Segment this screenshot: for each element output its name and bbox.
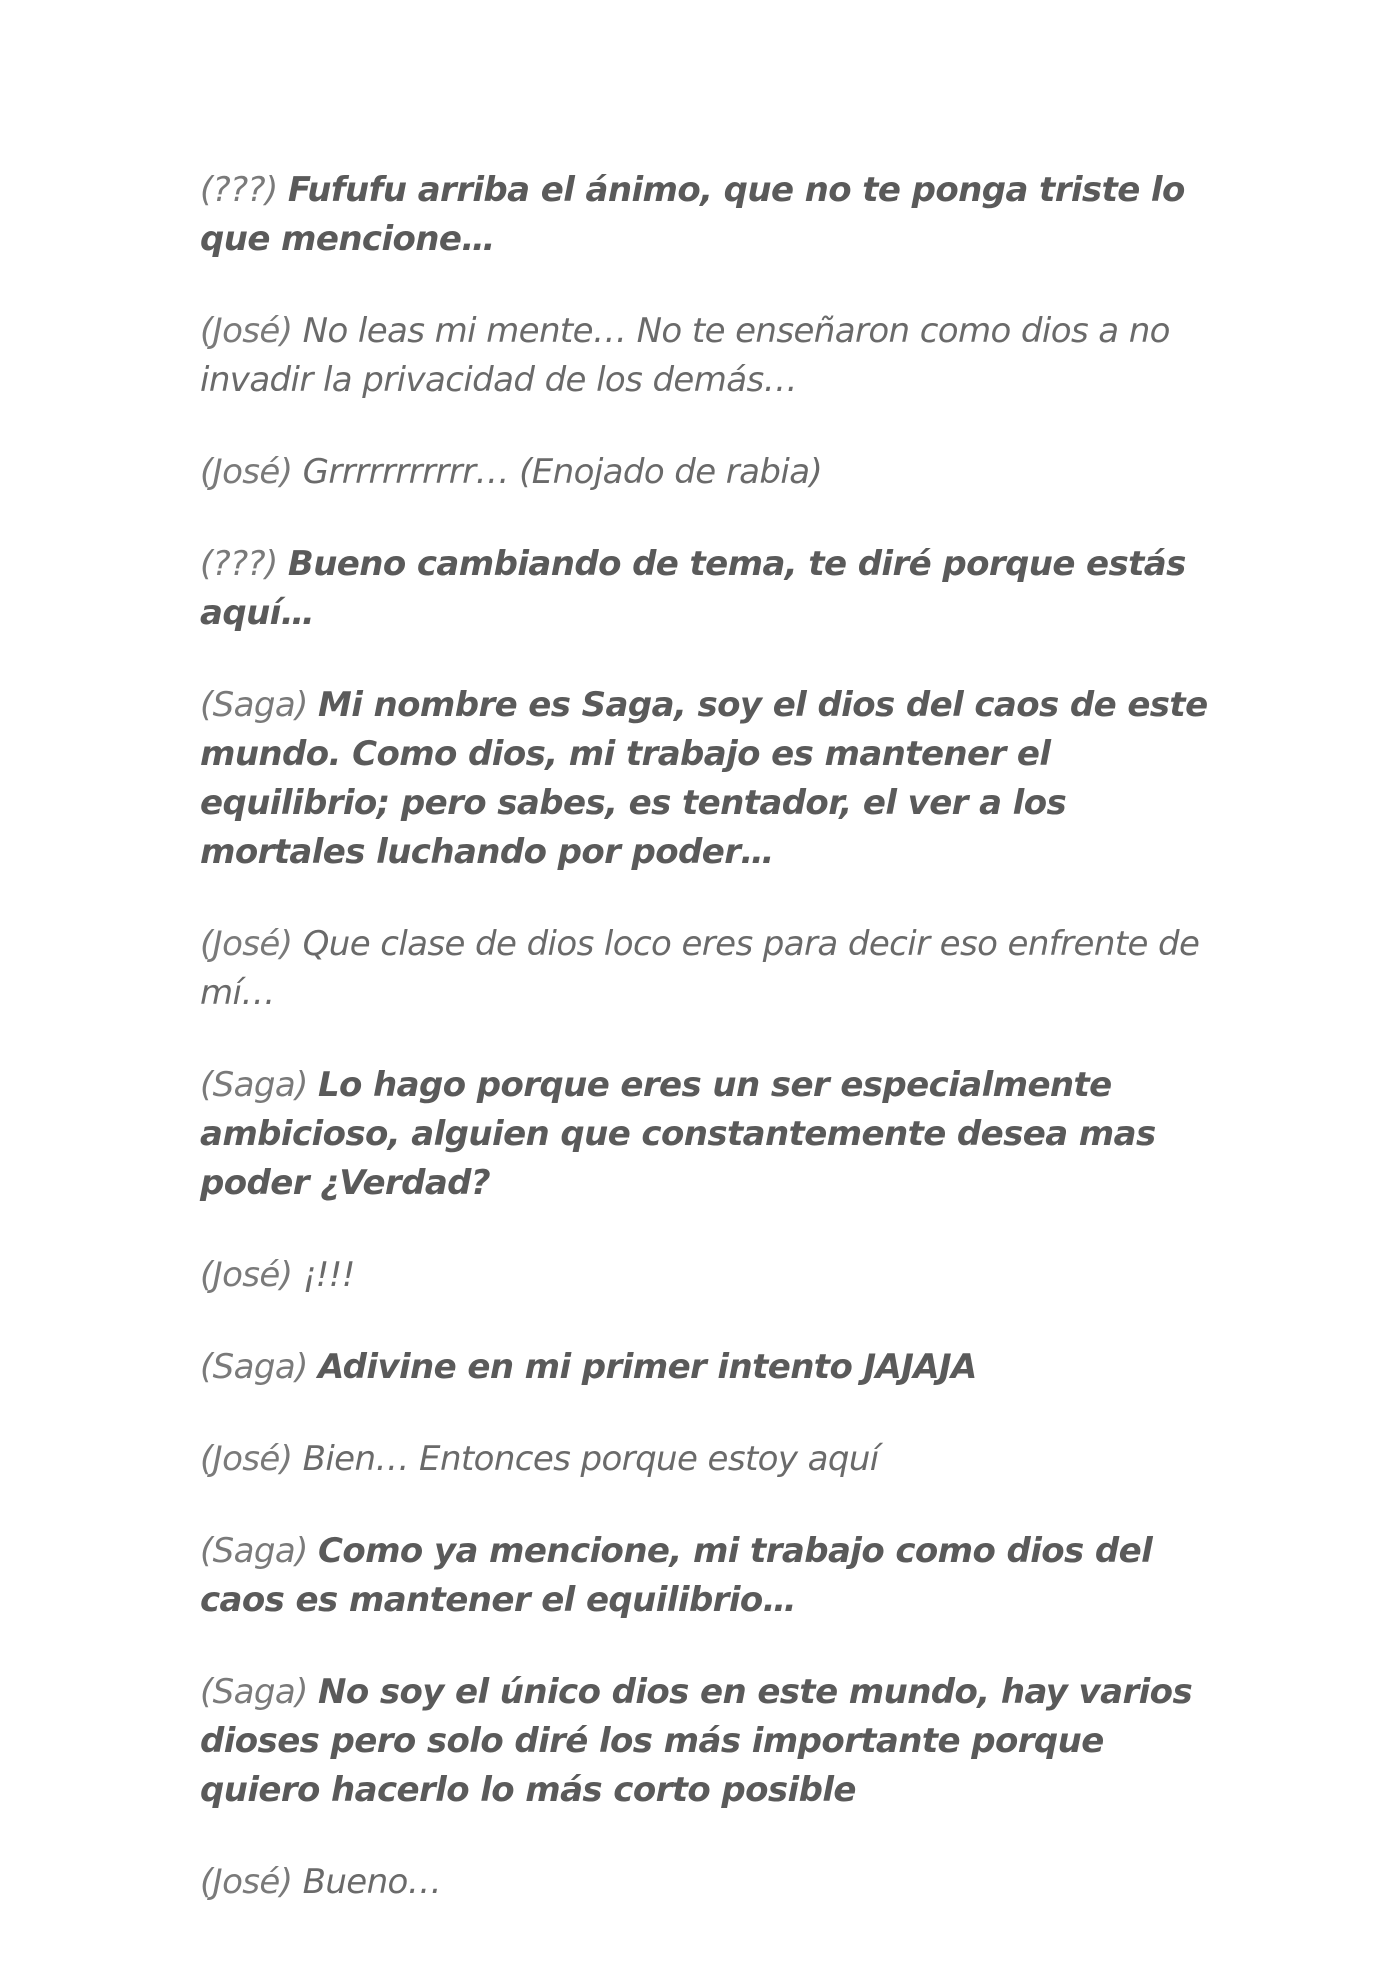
dialogue-paragraph-4: [200, 540, 1220, 638]
dialogue-paragraph-3: [200, 448, 1220, 497]
speaker-tag: (José): [200, 924, 293, 964]
speech-text: No leas mi mente… No te enseñaron como dios a no invadir la privacidad de los demás…: [200, 311, 1170, 400]
dialogue-paragraph-5: [200, 681, 1220, 877]
speech-text: Como ya mencione, mi trabajo como dios del caos es mantener el equilibrio…: [200, 1531, 1153, 1620]
speech-text: Que clase de dios loco eres para decir eso enfrente de mí…: [200, 924, 1200, 1013]
speech-text: ¡!!!: [302, 1255, 355, 1295]
speaker-tag: (José): [200, 1255, 293, 1295]
dialogue-text-body: [200, 166, 1220, 1950]
dialogue-paragraph-8: [200, 1251, 1220, 1300]
speech-text: Bueno…: [302, 1862, 442, 1902]
speech-text: Fufufu arriba el ánimo, que no te ponga triste lo que mencione…: [200, 170, 1185, 259]
speaker-tag: (???): [200, 544, 278, 584]
dialogue-paragraph-6: [200, 920, 1220, 1018]
dialogue-paragraph-7: [200, 1061, 1220, 1208]
dialogue-paragraph-9: [200, 1343, 1220, 1392]
speech-text: Adivine en mi primer intento JAJAJA: [317, 1347, 977, 1387]
speaker-tag: (José): [200, 1862, 293, 1902]
speech-text: Grrrrrrrrrrr… (Enojado de rabia): [302, 452, 823, 492]
dialogue-paragraph-2: [200, 307, 1220, 405]
speech-text: Lo hago porque eres un ser especialmente ambicioso, alguien que constantemente desea mas poder ¿Verdad?: [200, 1065, 1156, 1203]
dialogue-paragraph-12: [200, 1668, 1220, 1815]
dialogue-paragraph-13: [200, 1858, 1220, 1907]
speaker-tag: (Saga): [200, 1065, 308, 1105]
speech-text: No soy el único dios en este mundo, hay varios dioses pero solo diré los más importante porque quiero hacerlo lo más corto posible: [200, 1672, 1193, 1810]
dialogue-paragraph-10: [200, 1435, 1220, 1484]
dialogue-paragraph-11: [200, 1527, 1220, 1625]
speech-text: Bueno cambiando de tema, te diré porque estás aquí…: [200, 544, 1186, 633]
speech-text: Bien… Entonces porque estoy aquí: [302, 1439, 879, 1479]
speaker-tag: (José): [200, 452, 293, 492]
dialogue-paragraph-1: [200, 166, 1220, 264]
speaker-tag: (José): [200, 311, 293, 351]
speaker-tag: (Saga): [200, 1347, 308, 1387]
speaker-tag: (José): [200, 1439, 293, 1479]
speaker-tag: (Saga): [200, 1672, 308, 1712]
speaker-tag: (Saga): [200, 685, 308, 725]
speech-text: Mi nombre es Saga, soy el dios del caos de este mundo. Como dios, mi trabajo es mantener el equilibrio; pero sabes, es tentador, el ver a los mortales luchando por poder…: [200, 685, 1208, 872]
speaker-tag: (???): [200, 170, 278, 210]
speaker-tag: (Saga): [200, 1531, 308, 1571]
